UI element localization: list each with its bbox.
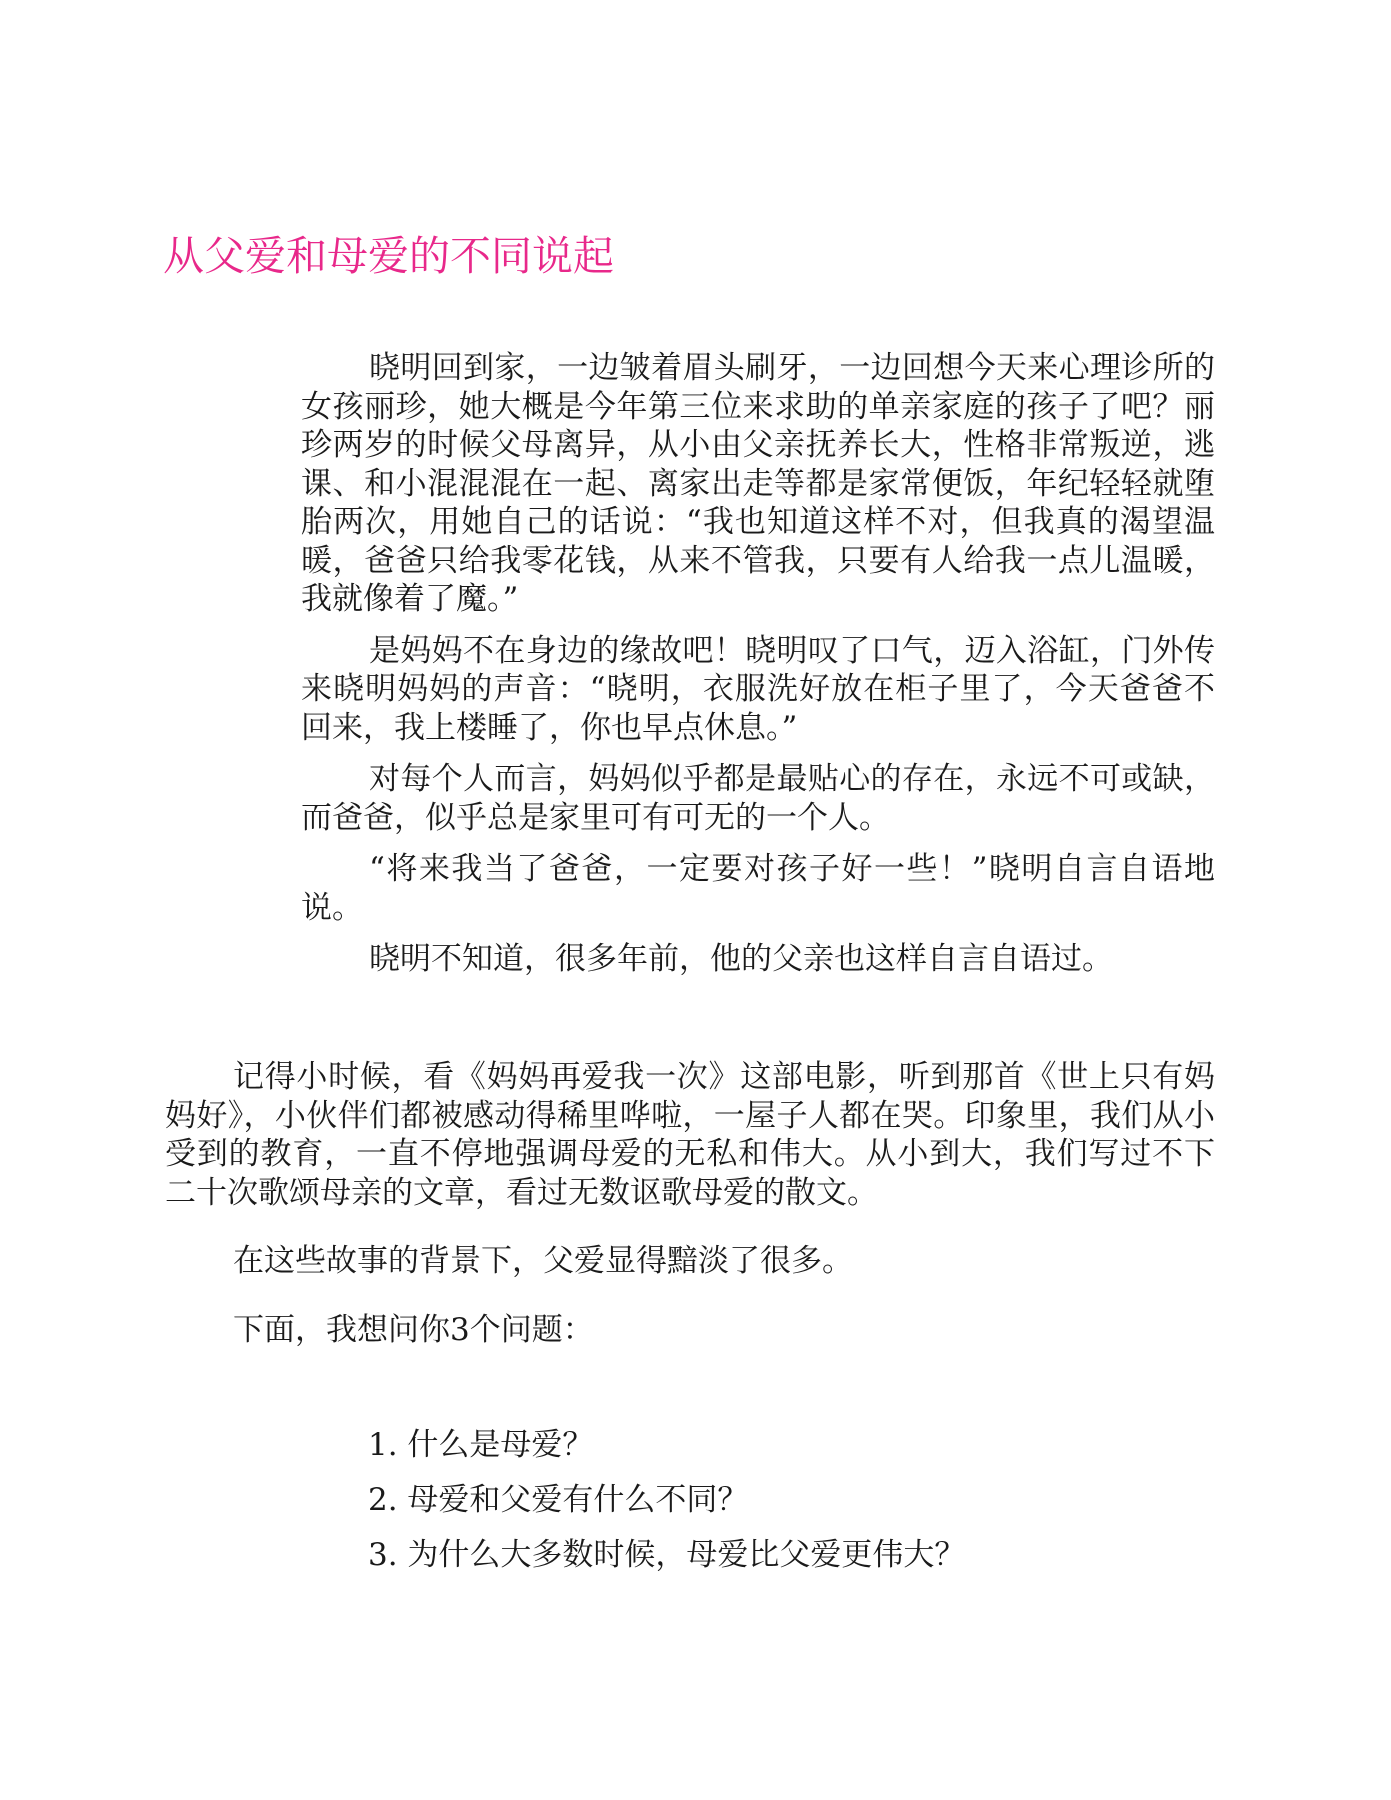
essay-paragraph: 下面，我想问你3个问题： (233, 1311, 594, 1348)
story-excerpt (301, 349, 1215, 992)
story-paragraph: 晓明不知道，很多年前，他的父亲也这样自言自语过。 (369, 941, 1113, 977)
question-item: 3. 为什么大多数时候，母爱比父爱更伟大？ (368, 1537, 966, 1573)
story-paragraph: “将来我当了爸爸，一定要对孩子好一些！”晓明自言自语地说。 (301, 851, 1215, 926)
chapter-title: 从父爱和母爱的不同说起 (163, 232, 614, 280)
question-list (368, 1426, 1168, 1591)
story-paragraph: 晓明回到家，一边皱着眉头刷牙，一边回想今天来心理诊所的女孩丽珍，她大概是今年第三位来求助的单亲家庭的孩子了吧？丽珍两岁的时候父母离异，从小由父亲抚养长大，性格非常叛逆，逃课、和小混混混在一起、离家出走等都是家常便饭，年纪轻轻就堕胎两次，用她自己的话说：“我也知道这样不对，但我真的渴望温暖，爸爸只给我零花钱，从来不管我，只要有人给我一点儿温暖，我就像着了魔。” (301, 350, 1215, 617)
question-item: 2. 母爱和父爱有什么不同？ (368, 1482, 749, 1518)
essay-paragraph: 在这些故事的背景下，父爱显得黯淡了很多。 (233, 1243, 853, 1279)
essay-paragraph: 记得小时候，看《妈妈再爱我一次》这部电影，听到那首《世上只有妈妈好》，小伙伴们都被感动得稀里哗啦，一屋子人都在哭。印象里，我们从小受到的教育，一直不停地强调母爱的无私和伟大。从小到大，我们写过不下二十次歌颂母亲的文章，看过无数讴歌母爱的散文。 (165, 1059, 1215, 1211)
essay-body (165, 1058, 1215, 1379)
question-item: 1. 什么是母爱？ (368, 1427, 594, 1463)
story-paragraph: 是妈妈不在身边的缘故吧！晓明叹了口气，迈入浴缸，门外传来晓明妈妈的声音：“晓明，衣服洗好放在柜子里了，今天爸爸不回来，我上楼睡了，你也早点休息。” (301, 632, 1215, 746)
story-paragraph: 对每个人而言，妈妈似乎都是最贴心的存在，永远不可或缺，而爸爸，似乎总是家里可有可无的一个人。 (301, 761, 1215, 836)
